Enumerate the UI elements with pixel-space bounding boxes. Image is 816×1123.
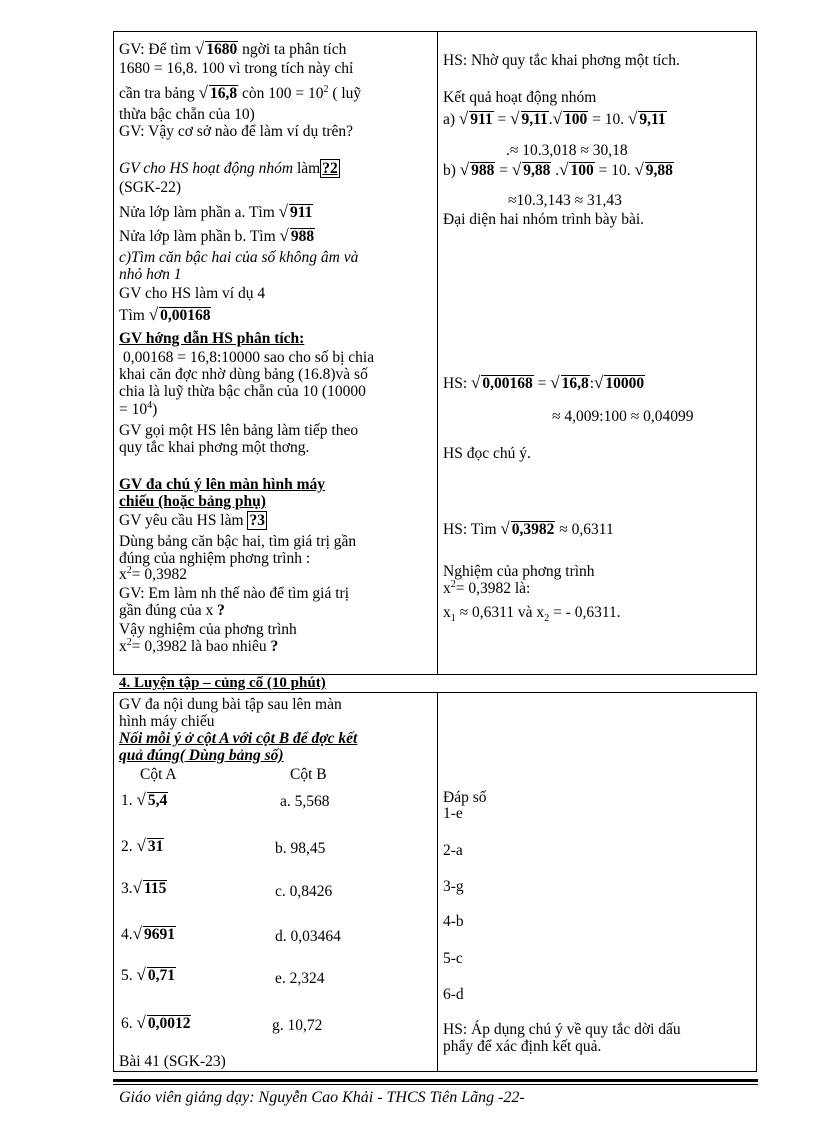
t1r-line: Đại diện hai nhóm trình bày bài. <box>443 211 645 228</box>
col-b-item: d. 0,03464 <box>275 928 341 945</box>
t1r-line: $x^2= 0,3982$ là: <box>443 579 531 598</box>
col-a-item: 4.√ 9691 <box>121 924 175 943</box>
t1-line: c)Tìm căn bậc hai của số không âm và <box>119 249 359 266</box>
answer-item: 1-e <box>443 805 463 822</box>
table-1-divider <box>437 31 438 674</box>
t2r-line: HS: Áp dụng chú ý về quy tắc dời dấu <box>443 1021 681 1038</box>
t1r-line: b) √ 988 = √ 9,88 .√ 100 = 10. √ 9,88 <box>443 160 673 179</box>
t2r-line: phẩy để xác định kết quả. <box>443 1038 602 1055</box>
bai-label: Bài 41 (SGK-23) <box>119 1053 226 1070</box>
t1-line: Tìm √ 0,00168 <box>119 305 211 324</box>
answer-heading: Đáp số <box>443 789 487 806</box>
answer-item: 6-d <box>443 986 464 1003</box>
footer-rule-thin <box>113 1084 758 1085</box>
t1-line: GV cho HS làm ví dụ 4 <box>119 285 266 302</box>
t1-line: gần đúng của x ? <box>119 602 225 619</box>
answer-item: 3-g <box>443 878 464 895</box>
col-b-item: e. 2,324 <box>275 970 325 987</box>
t1r-line: a) √ 911 = √ 9,11.√ 100 = 10. √ 9,11 <box>443 109 666 128</box>
t1r-line: ≈ 4,009:100 ≈ 0,04099 <box>552 408 694 425</box>
t2-heading: quả đúng( Dùng bảng số) <box>119 747 284 764</box>
t1-line: GV cho HS hoạt động nhóm làm ?2 <box>119 160 338 177</box>
t1r-line: HS: Nhờ quy tắc khai phơng một tích. <box>443 52 680 69</box>
t1-line: GV yêu cầu HS làm ?3 <box>119 512 265 529</box>
answer-item: 5-c <box>443 950 463 967</box>
t1r-line: Kết quả hoạt động nhóm <box>443 89 597 106</box>
t1-line: khai căn đợc nhờ dùng bảng (16.8)và số <box>119 366 368 383</box>
table-2-divider <box>437 692 438 1071</box>
footer-rule-thick <box>113 1079 758 1082</box>
t2-line: GV đa nội dung bài tập sau lên màn <box>119 696 342 713</box>
col-b-item: b. 98,45 <box>275 840 326 857</box>
t2-line: hình máy chiếu <box>119 713 215 730</box>
col-b-header: Cột B <box>290 766 327 783</box>
t1-line: GV: Vậy cơ sở nào để làm ví dụ trên? <box>119 123 354 140</box>
t1-line: 1680 = 16,8. 100 vì trong tích này chỉ <box>119 60 354 77</box>
t1-heading: GV hớng dẫn HS phân tích: <box>119 330 305 347</box>
col-b-item: g. 10,72 <box>272 1017 323 1034</box>
t1-line: thừa bậc chẵn của 10) <box>119 106 255 123</box>
t1-line: Vậy nghiệm của phơng trình <box>119 621 297 638</box>
answer-item: 4-b <box>443 913 464 930</box>
t1-line: = $10^4$) <box>119 400 158 419</box>
t1-line: GV: Em làm nh thế nào để tìm giá trị <box>119 585 350 602</box>
footer-text: Giáo viên giảng dạy: Nguyễn Cao Khải - THCS Tiên Lãng -22- <box>119 1089 525 1106</box>
t1-line: $x^2= 0,3982$ <box>119 565 187 584</box>
section-heading: 4. Luyện tập – củng cố (10 phút) <box>119 675 326 691</box>
t1r-line: Nghiệm của phơng trình <box>443 563 595 580</box>
t1-line: 0,00168 = 16,8:10000 sao cho số bị chia <box>123 349 375 366</box>
col-a-item: 6. √ 0,0012 <box>121 1013 191 1032</box>
col-a-item: 1. √ 5,4 <box>121 790 168 809</box>
t2-heading: Nối mỗi ý ở cột A với cột B để đợc kết <box>119 730 358 747</box>
col-a-item: 2. √ 31 <box>121 836 164 855</box>
t1r-line: HS đọc chú ý. <box>443 445 531 462</box>
t1-line: (SGK-22) <box>119 179 181 196</box>
t1-line: đúng của nghiệm phơng trình : <box>119 550 311 567</box>
t1-heading: chiếu (hoặc bảng phụ) <box>119 493 266 510</box>
t1-line: GV gọi một HS lên bảng làm tiếp theo <box>119 422 359 439</box>
col-a-header: Cột A <box>140 766 177 783</box>
col-a-item: 5. √ 0,71 <box>121 965 175 984</box>
t1r-line: HS: √ 0,00168 = √ 16,8:√ 10000 <box>443 373 645 392</box>
col-b-item: a. 5,568 <box>280 793 330 810</box>
t1-line: GV: Để tìm √ 1680 ngời ta phân tích <box>119 39 347 58</box>
t1r-line: ≈10.3,143 ≈ 31,43 <box>508 192 622 209</box>
t1r-line: $x_1 \approx 0,6311$ và $x_2$ = - 0,6311. <box>443 604 621 625</box>
answer-item: 2-a <box>443 842 463 859</box>
t1-line: $x^2= 0,3982$ là bao nhiêu ? <box>119 637 279 656</box>
t1-line: cần tra bảng √ 16,8 còn $100 = 10^2$ ( luỹ <box>119 83 362 102</box>
t1-line: chia là luỹ thừa bậc chẵn của 10 (10000 <box>119 383 366 400</box>
t1-line: nhỏ hơn 1 <box>119 266 182 283</box>
col-a-item: 3.√ 115 <box>121 878 167 897</box>
t1-line: quy tắc khai phơng một thơng. <box>119 439 310 456</box>
t1-heading: GV đa chú ý lên màn hình máy <box>119 476 326 493</box>
t1-line: Nửa lớp làm phần a. Tìm √ 911 <box>119 202 313 221</box>
t1r-line: .≈ 10.3,018 ≈ 30,18 <box>506 142 628 159</box>
t1-line: Nửa lớp làm phần b. Tìm √ 988 <box>119 226 315 245</box>
t1-line: Dùng bảng căn bậc hai, tìm giá trị gần <box>119 533 357 550</box>
t1r-line: HS: Tìm √ 0,3982 ≈ 0,6311 <box>443 519 614 538</box>
col-b-item: c. 0,8426 <box>275 883 333 900</box>
